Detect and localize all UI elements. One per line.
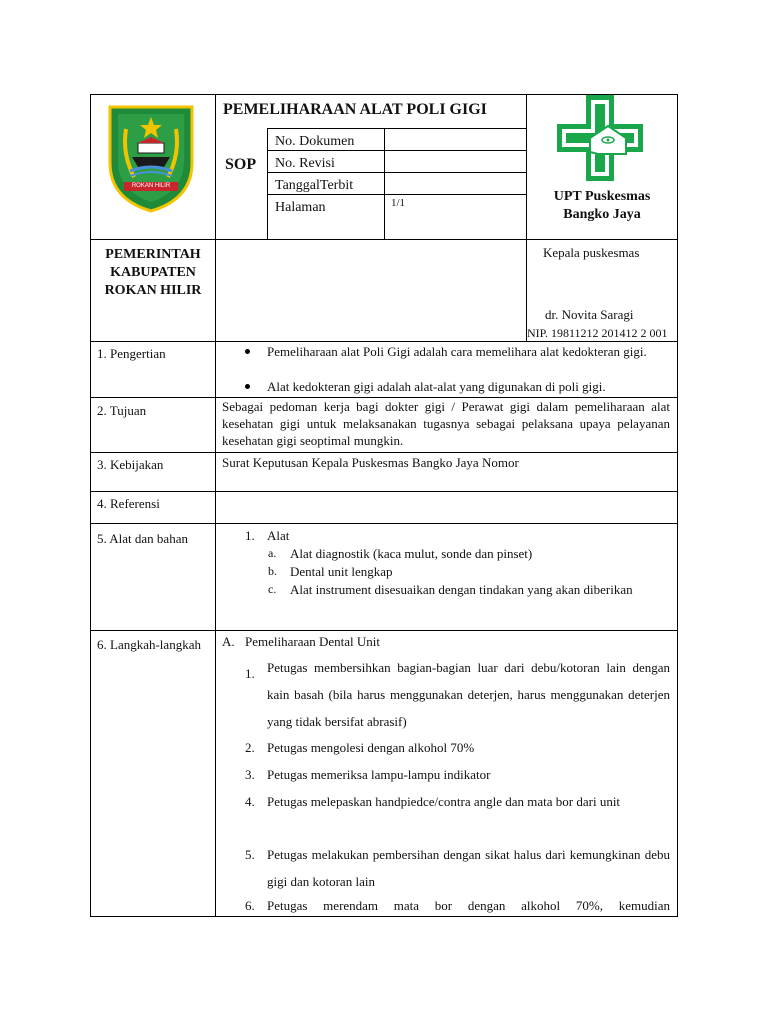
step-number: 6. bbox=[245, 898, 255, 913]
alat-title: Alat bbox=[267, 528, 290, 543]
section-label-referensi: 4. Referensi bbox=[97, 496, 160, 511]
crest-banner-text: ROKAN HILIR bbox=[131, 183, 171, 189]
table-border-bottom bbox=[90, 916, 678, 917]
doc-field-value-halaman: 1/1 bbox=[391, 197, 406, 209]
step-3: Petugas memeriksa lampu-lampu indikator bbox=[267, 767, 491, 782]
alat-number: 1. bbox=[245, 528, 255, 543]
puskesmas-logo bbox=[554, 92, 646, 186]
step-2: Petugas mengolesi dengan alkohol 70% bbox=[267, 740, 475, 755]
signature-nip: NIP. 19811212 201412 2 001 bbox=[527, 326, 668, 340]
alat-item-1: Alat diagnostik (kaca mulut, sonde dan pinset) bbox=[290, 546, 533, 561]
alat-item-marker: b. bbox=[268, 564, 277, 578]
green-cross-icon bbox=[554, 92, 646, 186]
government-name-line1: PEMERINTAH bbox=[105, 247, 201, 262]
row-line-5 bbox=[90, 523, 678, 524]
alat-item-marker: c. bbox=[268, 582, 277, 596]
sop-label: SOP bbox=[225, 156, 257, 173]
langkah-heading: Pemeliharaan Dental Unit bbox=[245, 634, 381, 649]
pengertian-bullet-2: Alat kedokteran gigi adalah alat-alat yang digunakan di poli gigi. bbox=[267, 379, 606, 394]
crest-emblem-icon bbox=[104, 99, 198, 213]
step-1: Petugas membersihkan bagian-bagian luar dari debu/kotoran lain dengan kain basah (bila harus menggunakan deterjen, harus menggunakan deterjen yang tidak bersifat abrasif) bbox=[267, 660, 670, 729]
signature-name: dr. Novita Saragi bbox=[545, 307, 634, 322]
step-5: Petugas melakukan pembersihan dengan sikat halus dari kemungkinan debu gigi dan kotoran lain bbox=[267, 847, 670, 889]
section-label-langkah-langkah: 6. Langkah-langkah bbox=[97, 637, 201, 652]
doc-field-label-no-revisi: No. Revisi bbox=[275, 156, 335, 171]
section-label-tujuan: 2. Tujuan bbox=[97, 403, 147, 418]
alat-item-3: Alat instrument disesuaikan dengan tindakan yang akan diberikan bbox=[290, 582, 633, 597]
doc-fields-value-divider bbox=[384, 128, 385, 240]
label-column-divider bbox=[215, 94, 216, 917]
table-border-right bbox=[677, 94, 678, 917]
bullet-dot-icon bbox=[245, 384, 250, 389]
step-number: 2. bbox=[245, 740, 255, 755]
bullet-dot-icon bbox=[245, 349, 250, 354]
langkah-heading-marker: A. bbox=[222, 634, 235, 649]
signature-role: Kepala puskesmas bbox=[543, 245, 640, 260]
kebijakan-text: Surat Keputusan Kepala Puskesmas Bangko Jaya Nomor bbox=[222, 455, 519, 470]
step-number: 4. bbox=[245, 794, 255, 809]
step-6: Petugas merendam mata bor dengan alkohol 70%, kemudian bbox=[267, 898, 670, 913]
section-label-alat-dan-bahan: 5. Alat dan bahan bbox=[97, 531, 188, 546]
row-line-4 bbox=[90, 491, 678, 492]
doc-fields-left bbox=[267, 128, 268, 240]
row-line-1 bbox=[90, 341, 678, 342]
table-border-left bbox=[90, 94, 91, 917]
doc-field-label-tanggal-terbit: TanggalTerbit bbox=[275, 178, 354, 193]
step-number: 5. bbox=[245, 847, 255, 862]
step-number: 1. bbox=[245, 666, 255, 681]
row-line-6 bbox=[90, 630, 678, 631]
pengertian-bullet-1: Pemeliharaan alat Poli Gigi adalah cara memelihara alat kedokteran gigi. bbox=[267, 344, 647, 359]
row-line-3 bbox=[90, 452, 678, 453]
alat-item-marker: a. bbox=[268, 546, 277, 560]
rokan-hilir-crest-logo bbox=[104, 99, 198, 213]
step-4: Petugas melepaskan handpiedce/contra angle dan mata bor dari unit bbox=[267, 794, 621, 809]
doc-fields-top bbox=[267, 128, 527, 129]
alat-item-2: Dental unit lengkap bbox=[290, 564, 393, 579]
government-name-line3: ROKAN HILIR bbox=[104, 283, 202, 298]
doc-field-label-no-dokumen: No. Dokumen bbox=[275, 134, 355, 149]
tujuan-text: Sebagai pedoman kerja bagi dokter gigi / Perawat gigi dalam pemeliharaan alat kesehatan gigi untuk melaksanakan tugasnya sebagai pelaksana upaya pelayanan kesehatan gigi seoptimal mungkin. bbox=[222, 399, 670, 448]
step-number: 3. bbox=[245, 767, 255, 782]
government-name-line2: KABUPATEN bbox=[110, 265, 196, 280]
puskesmas-name-line1: UPT Puskesmas bbox=[553, 189, 651, 204]
doc-field-label-halaman: Halaman bbox=[275, 200, 326, 215]
puskesmas-name-line2: Bangko Jaya bbox=[563, 207, 641, 222]
document-title: PEMELIHARAAN ALAT POLI GIGI bbox=[223, 101, 487, 118]
section-label-pengertian: 1. Pengertian bbox=[97, 346, 166, 361]
section-label-kebijakan: 3. Kebijakan bbox=[97, 457, 164, 472]
